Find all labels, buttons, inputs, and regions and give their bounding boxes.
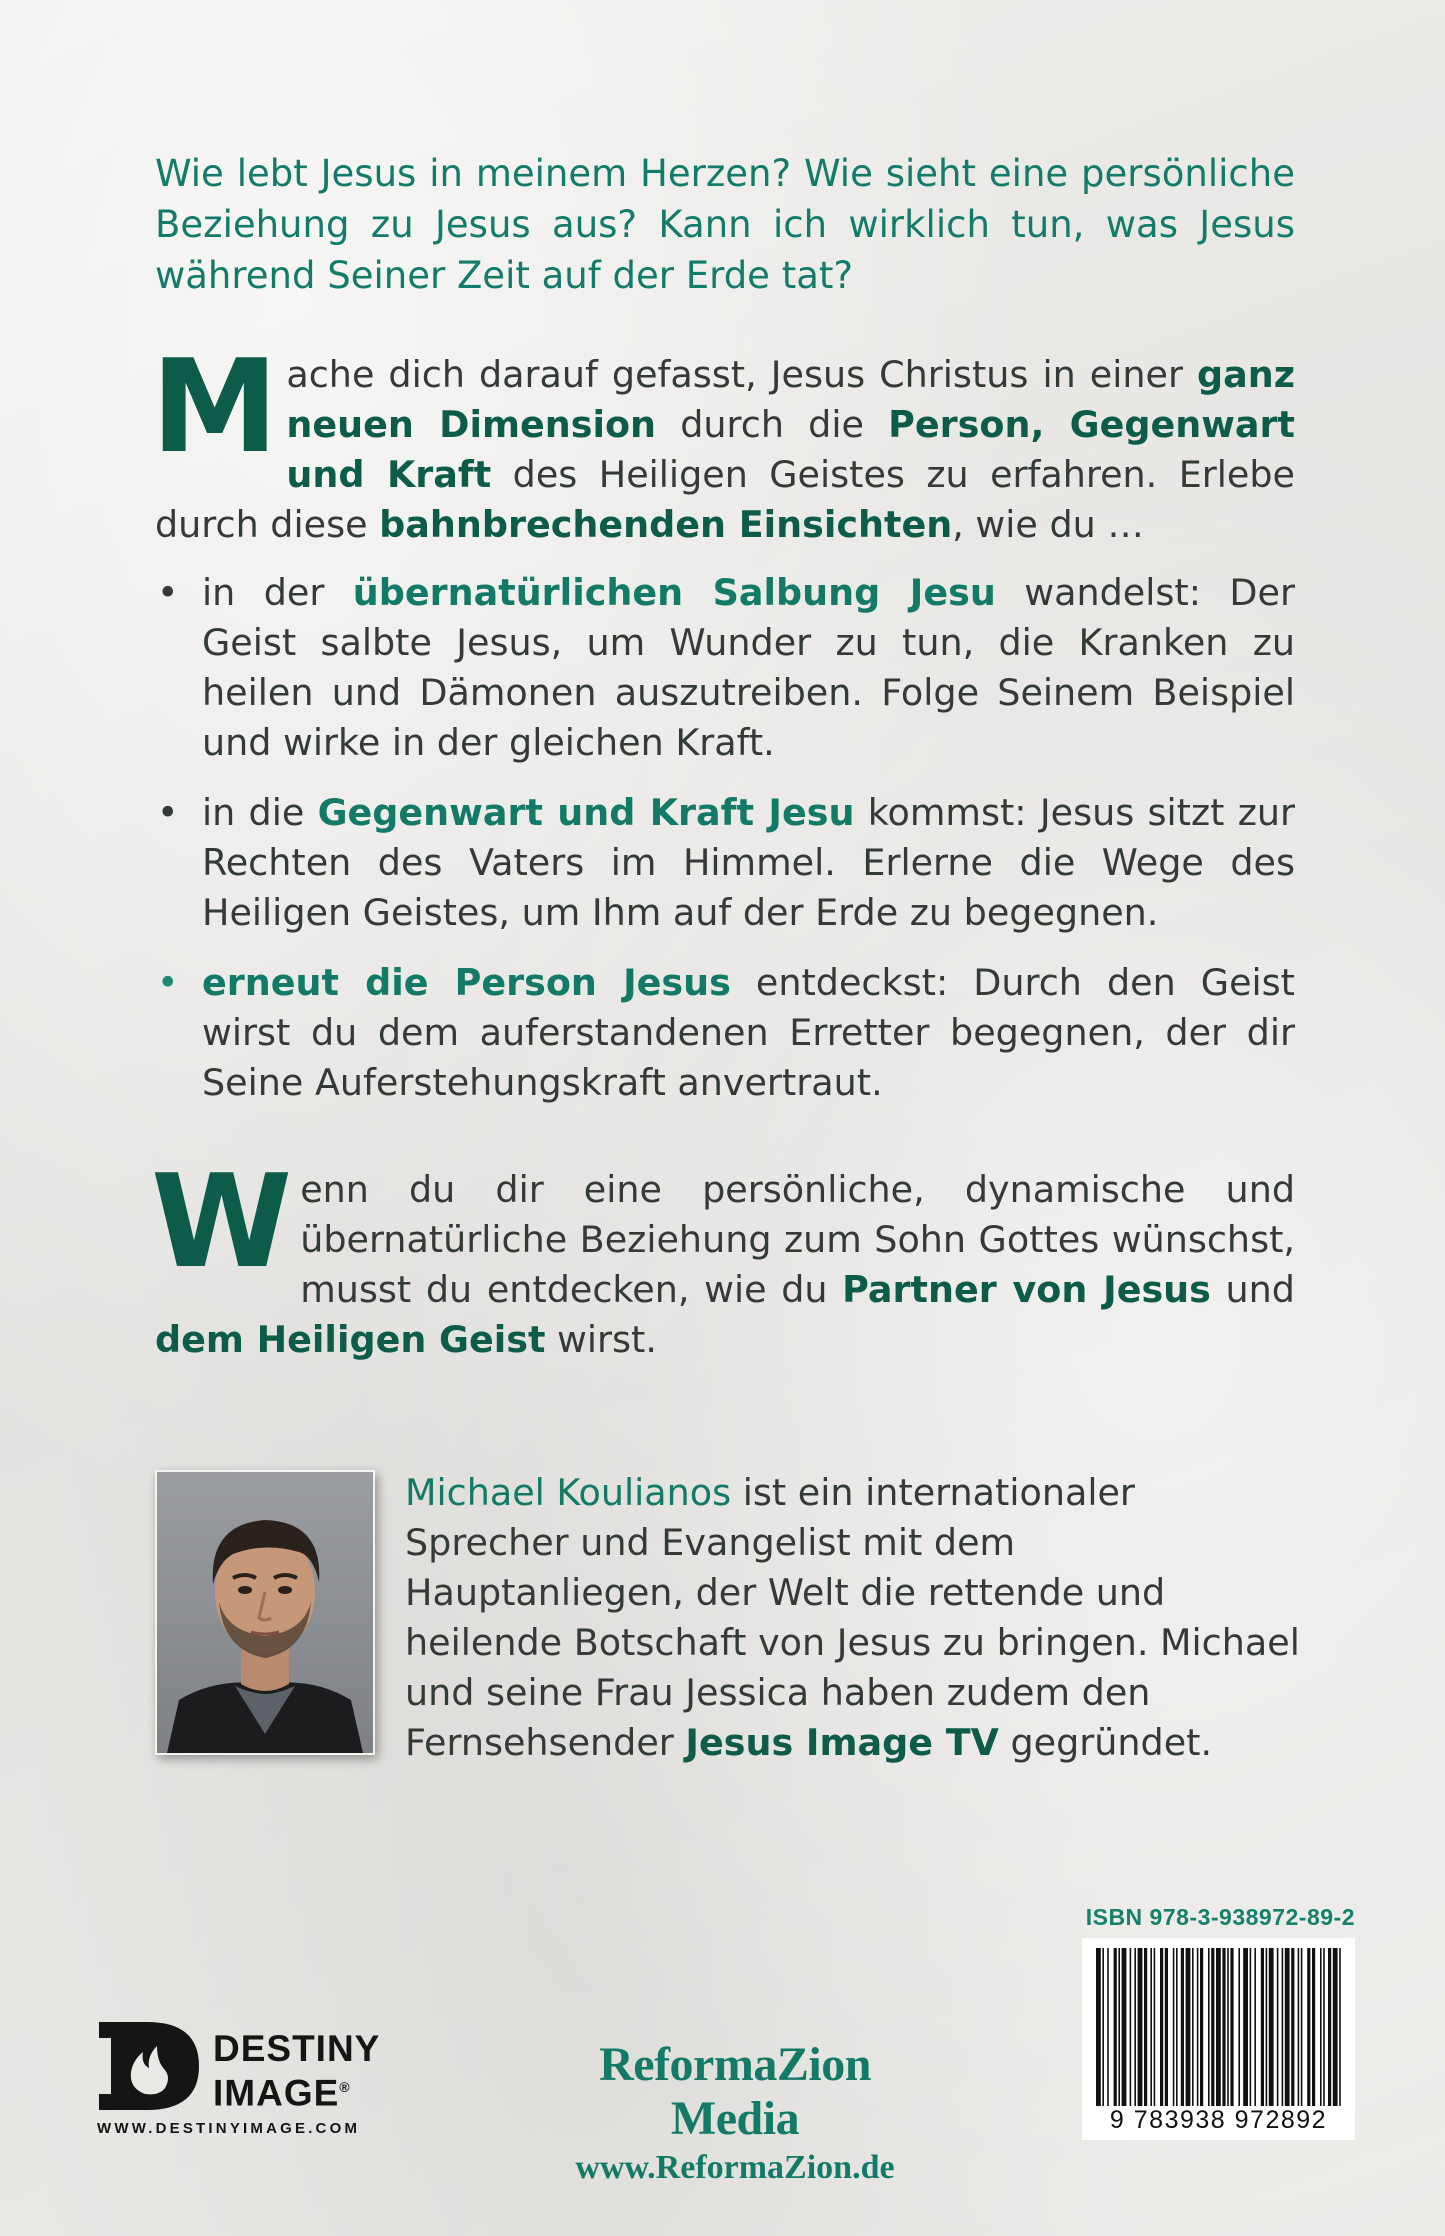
barcode-bar [1323,1948,1325,2106]
barcode-bar [1320,1948,1322,2106]
reformazion-name: ReformaZion Media [599,2038,871,2145]
barcode-bar [1197,1948,1199,2106]
barcode-bar [1333,1948,1338,2106]
barcode-bar [1150,1948,1152,2106]
bullet-icon: • [157,571,179,614]
barcode-bar [1134,1948,1136,2106]
barcode-bar [1254,1948,1256,2106]
drop-cap-w: W [151,1148,293,1297]
barcode-bar [1200,1948,1203,2106]
barcode-bar [1160,1948,1163,2106]
bullet-icon: • [157,791,179,834]
benefits-list [155,568,1295,1128]
barcode-bar [1186,1948,1191,2106]
barcode-bar [1269,1948,1274,2106]
barcode-bar [1261,1948,1264,2106]
author-name: Michael Koulianos [405,1471,732,1514]
barcode-bar [1291,1948,1294,2106]
main-paragraph: M ache dich darauf gefasst, Jesus Christus in einer ganz neuen Dimension durch die Person, Gegenwart und Kraft des Heiligen Geistes zu erfahren. Erlebe durch diese bahnbrechenden Einsichten, wie du … [151,333,1296,546]
registered-mark: ® [339,2079,351,2095]
barcode-bar [1192,1948,1194,2106]
author-photo [155,1470,375,1755]
barcode-bar [1250,1948,1252,2106]
barcode-bar [1230,1948,1233,2106]
barcode-bar [1339,1948,1341,2106]
author-portrait-icon [157,1472,373,1753]
highlight-dem-heiligen-geist: dem Heiligen Geist [155,1318,546,1361]
barcode-bar [1216,1948,1221,2106]
barcode-bar [1208,1948,1210,2106]
barcode-bar [1211,1948,1214,2106]
barcode-bar [1285,1948,1290,2106]
barcode-bar [1173,1948,1175,2106]
closing-paragraph: W enn du dir eine persönliche, dynamische und übernatürliche Beziehung zum Sohn Gottes wünschst, musst du entdecken, wie du Partner von Jesus und dem Heiligen Geist wirst. [151,1148,1295,1361]
barcode-bar [1118,1948,1120,2106]
barcode-number: 9 783938 972892 [1082,2106,1355,2135]
barcode-bar [1122,1948,1127,2106]
barcode-bar [1154,1948,1156,2106]
barcode-bar [1130,1948,1132,2106]
destiny-flame-d-icon [95,2018,205,2114]
barcode-bar [1307,1948,1310,2106]
barcode-bar [1222,1948,1225,2106]
highlight-ganz-neuen-dimension: ganz neuen Dimension [286,353,1295,446]
destiny-name-line2: IMAGE [213,2072,340,2114]
barcode-bar [1138,1948,1143,2106]
barcode-bars-icon [1082,1938,1355,2108]
destiny-url: WWW.DESTINYIMAGE.COM [97,2120,361,2137]
barcode-bar [1282,1948,1284,2106]
barcode-bar [1328,1948,1331,2106]
barcode-bar [1144,1948,1147,2106]
reformazion-logo [540,2038,930,2190]
list-item: • in der übernatürlichen Salbung Jesu wandelst: Der Geist salbte Jesus, um Wunder zu tun, die Kranken zu heilen und Dämonen auszutreiben. Folge Seinem Beispiel und wirke in der gleichen Kraft. [155,568,1295,768]
highlight-bahnbrechenden-einsichten: bahnbrechenden Einsichten [379,503,953,546]
barcode-bar [1165,1948,1168,2106]
barcode-bar [1176,1948,1178,2106]
highlight-partner-von-jesus: Partner von Jesus [842,1268,1211,1311]
destiny-name-line1: DESTINY [213,2028,381,2069]
barcode-bar [1298,1948,1300,2106]
bullet-icon: • [157,961,179,1004]
drop-cap-m: M [151,333,279,482]
barcode-bar [1096,1948,1101,2106]
barcode-bar [1266,1948,1268,2106]
highlight-jesus-image-tv: Jesus Image TV [685,1721,999,1764]
highlight-person-gegenwart-kraft: Person, Gegenwart und Kraft [286,403,1296,496]
barcode-bar [1102,1948,1104,2106]
isbn-label: ISBN 978-3-938972-89-2 [1085,1904,1355,1930]
barcode-bar [1312,1948,1315,2106]
barcode-bar [1277,1948,1279,2106]
intro-questions: Wie lebt Jesus in meinem Herzen? Wie sieht eine persönliche Beziehung zu Jesus aus? Kann ich wirklich tun, was Jesus während Seiner Zeit auf der Erde tat? [155,152,1295,297]
reformazion-url: www.ReformaZion.de [575,2149,895,2186]
barcode-bar [1107,1948,1109,2106]
list-item: • in die Gegenwart und Kraft Jesu kommst: Jesus sitzt zur Rechten des Vaters im Himmel. Erlerne die Wege des Heiligen Geistes, um Ihm auf der Erde zu begegnen. [155,788,1295,938]
author-bio: Michael Koulianos ist ein internationaler Sprecher und Evangelist mit dem Hauptanliegen, der Welt die rettende und heilende Botschaft von Jesus zu bringen. Michael und seine Frau Jessica haben zudem den Fernsehsender Jesus Image TV gegründet. [405,1471,1300,1764]
barcode-bar [1238,1948,1240,2106]
barcode-bar [1301,1948,1303,2106]
destiny-image-logo [95,2018,415,2148]
barcode-bar [1181,1948,1184,2106]
barcode-bar [1243,1948,1248,2106]
list-item: • erneut die Person Jesus entdeckst: Durch den Geist wirst du dem auferstandenen Erretter begegnen, der dir Seine Auferstehungskraft anvertraut. [155,958,1295,1108]
barcode-bar [1227,1948,1229,2106]
barcode-bar [1114,1948,1117,2106]
